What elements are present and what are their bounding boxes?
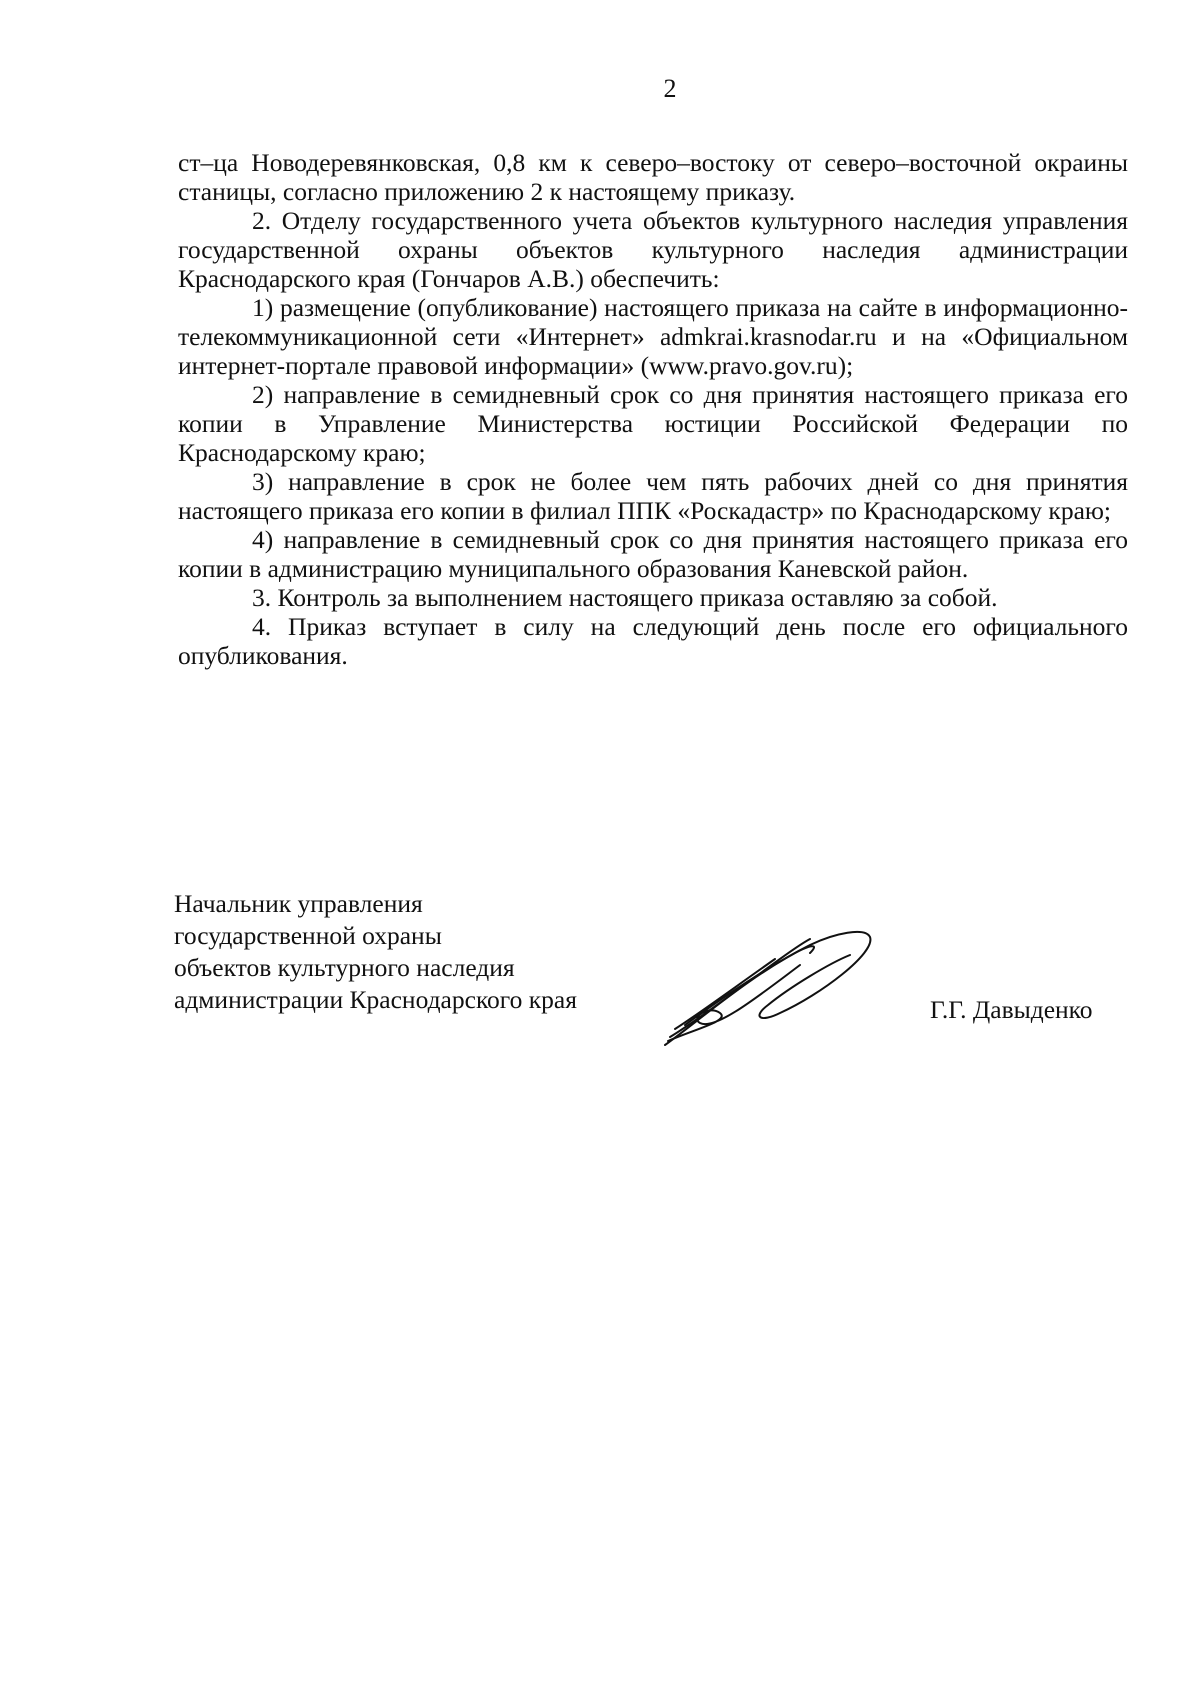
paragraph-continuation: ст–ца Новодеревянковская, 0,8 км к северо–востоку от северо–восточной окраины станицы, согласно приложению 2 к настоящему приказу. <box>178 148 1128 206</box>
signatory-position-line: администрации Краснодарского края <box>174 985 577 1014</box>
paragraph-subitem-2: 2) направление в семидневный срок со дня принятия настоящего приказа его копии в Управление Министерства юстиции Российской Федерации по Краснодарскому краю; <box>178 380 1128 467</box>
signatory-position-line: государственной охраны <box>174 921 442 950</box>
handwritten-signature <box>660 925 885 1050</box>
paragraph-item-4: 4. Приказ вступает в силу на следующий день после его официального опубликования. <box>178 612 1128 670</box>
signatory-name: Г.Г. Давыденко <box>930 995 1093 1024</box>
paragraph-subitem-4: 4) направление в семидневный срок со дня принятия настоящего приказа его копии в администрацию муниципального образования Каневской район. <box>178 525 1128 583</box>
signatory-position-line: объектов культурного наследия <box>174 953 515 982</box>
paragraph-item-3: 3. Контроль за выполнением настоящего приказа оставляю за собой. <box>252 583 998 612</box>
paragraph-item-2: 2. Отделу государственного учета объектов культурного наследия управления государственной охраны объектов культурного наследия администрации Краснодарского края (Гончаров А.В.) обеспечить: <box>178 206 1128 293</box>
paragraph-subitem-3: 3) направление в срок не более чем пять рабочих дней со дня принятия настоящего приказа его копии в филиал ППК «Роскадастр» по Краснодарскому краю; <box>178 467 1128 525</box>
signatory-position <box>174 888 577 1016</box>
signatory-position-line: Начальник управления <box>174 889 423 918</box>
page-number: 2 <box>663 74 677 103</box>
paragraph-subitem-1: 1) размещение (опубликование) настоящего приказа на сайте в информационно-телекоммуникационной сети «Интернет» admkrai.krasnodar.ru и на «Официальном интернет-портале правовой информации» (www.pravo.gov.ru); <box>178 293 1128 380</box>
document-body <box>178 148 1128 670</box>
